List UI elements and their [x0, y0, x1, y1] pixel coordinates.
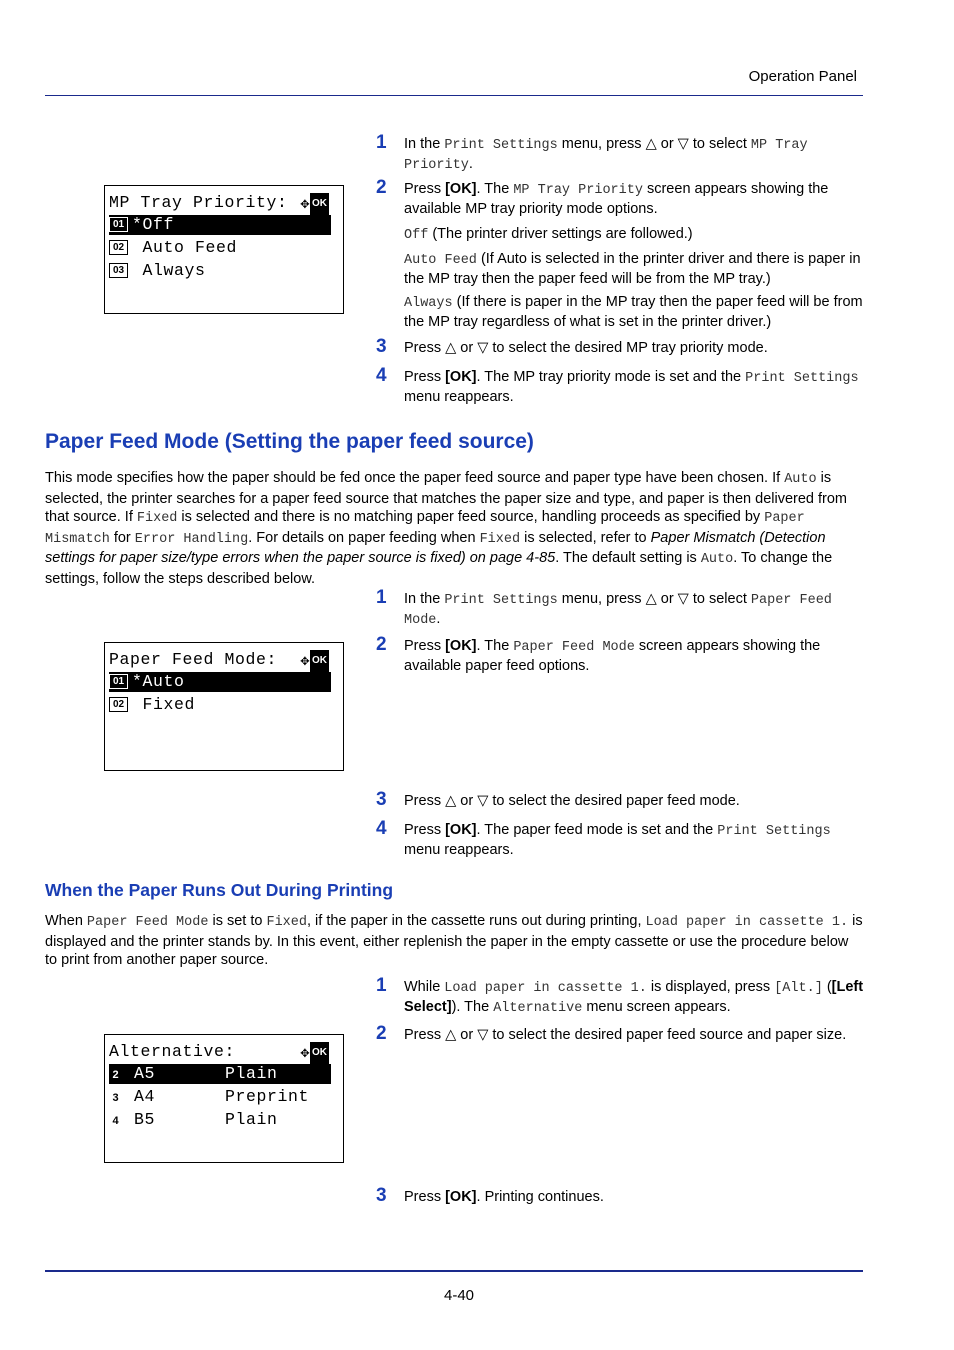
lcd-title [109, 1042, 331, 1062]
cassette-icon: 2 [112, 1069, 119, 1081]
navigation-ok-icon: ✥ OK [300, 1042, 329, 1064]
lcd-title-text: Paper Feed Mode: [109, 650, 278, 669]
cassette-icon: 4 [112, 1115, 119, 1127]
option-description: Off (The printer driver settings are followed.) [404, 226, 693, 243]
step-number: 4 [376, 818, 387, 839]
lcd-option [109, 1087, 331, 1107]
lcd-paper-feed-mode [104, 642, 344, 771]
lcd-option-selected [109, 1064, 331, 1084]
lcd-title-text: MP Tray Priority: [109, 193, 288, 212]
step-text: Press [OK]. Printing continues. [404, 1189, 604, 1205]
intro-paragraph: When Paper Feed Mode is set to Fixed, if the paper in the cassette runs out during printing, Load paper in cassette 1. is displayed and the printer stands by. In this event, either replenish the paper in the empty cassette or use the procedure below to print from another paper source. [45, 913, 863, 968]
paper-type: Preprint [225, 1087, 310, 1106]
step-number: 2 [376, 177, 387, 198]
intro-paragraph: This mode specifies how the paper should be fed once the paper feed source and paper type have been chosen. If Auto is selected, the printer searches for a paper feed source that matches the paper size and type, and paper is then delivered from that source. If Fixed is selected and there is no matching paper feed source, handling proceeds as specified by Paper Mismatch for Error Handling. For details on paper feeding when Fixed is selected, refer to Paper Mismatch (Detection settings for paper size/type errors when the paper source is fixed) on page 4-85. The default setting is Auto. To change the settings, follow the steps described below. [45, 470, 847, 587]
subsection-heading: When the Paper Runs Out During Printing [45, 880, 394, 900]
lcd-option [109, 238, 331, 258]
lcd-title [109, 193, 331, 213]
step-number: 3 [376, 1185, 387, 1206]
section-heading: Paper Feed Mode (Setting the paper feed source) [45, 430, 534, 453]
step-text: In the Print Settings menu, press △ or ▽ to select Paper Feed Mode. [404, 591, 832, 628]
lcd-title-text: Alternative: [109, 1042, 236, 1061]
paper-type: Plain [225, 1110, 278, 1129]
step-number: 1 [376, 132, 387, 153]
option-label: Auto Feed [132, 238, 238, 257]
running-header: Operation Panel [748, 68, 857, 85]
option-description: Always (If there is paper in the MP tray then the paper feed will be from the MP tray regardless of what is set in the printer driver.) [404, 294, 863, 330]
option-number-badge: 01 [109, 674, 128, 689]
step-number: 2 [376, 634, 387, 655]
lcd-alternative [104, 1034, 344, 1163]
page-number: 4-40 [443, 1287, 475, 1304]
lcd-option [109, 261, 331, 281]
step-text: Press [OK]. The MP Tray Priority screen appears showing the available MP tray priority mode options. [404, 181, 829, 217]
paper-type: Plain [225, 1064, 278, 1083]
option-label: *Off [132, 215, 175, 234]
lcd-option [109, 695, 331, 715]
header-rule [45, 95, 863, 96]
navigation-ok-icon: ✥ OK [300, 650, 329, 672]
step-number: 3 [376, 336, 387, 357]
option-number-badge: 02 [109, 240, 128, 255]
ok-badge: OK [310, 1042, 329, 1064]
step-number: 1 [376, 975, 387, 996]
step-text: Press △ or ▽ to select the desired paper feed mode. [404, 793, 740, 809]
option-number-badge: 02 [109, 697, 128, 712]
lcd-title [109, 650, 331, 670]
cassette-icon: 3 [112, 1092, 119, 1104]
step-number: 2 [376, 1023, 387, 1044]
step-number: 3 [376, 789, 387, 810]
step-text: Press [OK]. The MP tray priority mode is set and the Print Settings menu reappears. [404, 369, 859, 405]
step-text: Press △ or ▽ to select the desired MP tray priority mode. [404, 340, 768, 356]
step-text: Press [OK]. The Paper Feed Mode screen appears showing the available paper feed options. [404, 638, 821, 674]
option-label: *Auto [132, 672, 185, 691]
step-text: Press △ or ▽ to select the desired paper feed source and paper size. [404, 1027, 847, 1043]
option-number-badge: 03 [109, 263, 128, 278]
option-description: Auto Feed (If Auto is selected in the printer driver and there is paper in the MP tray then the paper feed will be from the MP tray.) [404, 251, 861, 287]
option-label: Fixed [132, 695, 196, 714]
step-text: Press [OK]. The paper feed mode is set and the Print Settings menu reappears. [404, 822, 831, 858]
paper-size: A4 [134, 1087, 156, 1106]
paper-size: A5 [134, 1064, 156, 1083]
lcd-option [109, 1110, 331, 1130]
step-number: 1 [376, 587, 387, 608]
paper-size: B5 [134, 1110, 156, 1129]
lcd-option-selected [109, 672, 331, 692]
lcd-option-selected [109, 215, 331, 235]
lcd-mp-tray-priority [104, 185, 344, 314]
step-text: In the Print Settings menu, press △ or ▽ to select MP Tray Priority. [404, 136, 808, 173]
step-text: While Load paper in cassette 1. is displayed, press [Alt.] ([Left Select]). The Alternative menu screen appears. [404, 979, 864, 1016]
footer-rule [45, 1270, 863, 1272]
navigation-ok-icon: ✥ OK [300, 193, 329, 215]
ok-badge: OK [310, 193, 329, 215]
option-label: Always [132, 261, 206, 280]
ok-badge: OK [310, 650, 329, 672]
step-number: 4 [376, 365, 387, 386]
option-number-badge: 01 [109, 217, 128, 232]
